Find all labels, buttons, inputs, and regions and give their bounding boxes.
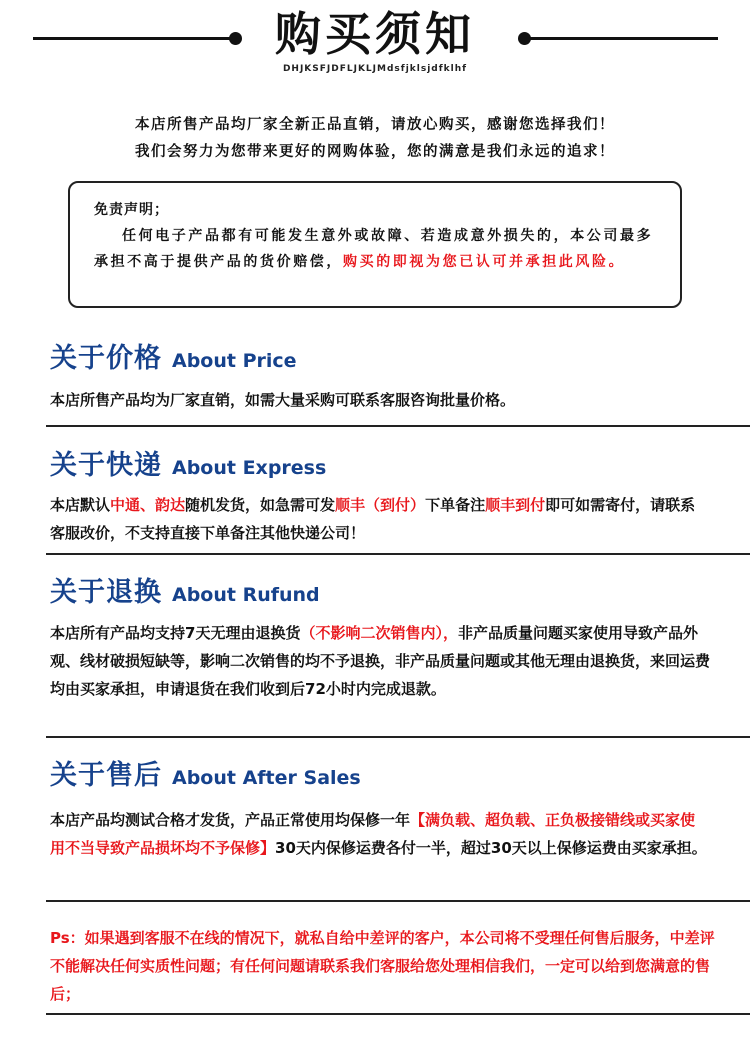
section-aftersales-title-en: About After Sales	[172, 767, 361, 789]
aftersales-highlight-1: 【满负载、超负载、正负极接错线或买家使用不当导致产品损坏均不予保修】	[50, 811, 696, 857]
aftersales-text-2: 30天内保修运费各付一半，超过30天以上保修运费由买家承担。	[275, 839, 707, 857]
section-aftersales-body	[50, 806, 710, 862]
section-express-title	[50, 448, 326, 487]
divider	[46, 1013, 750, 1015]
divider	[46, 425, 750, 427]
section-express-body	[50, 491, 710, 547]
divider	[46, 900, 750, 902]
intro-text	[60, 112, 690, 166]
refund-text-2: 非产品质量问题买家使用导致产品外观、线材破损短缺等，影响二次销售的均不予退换，非产品质量问题或其他无理由退换货，来回运费均由买家承担，申请退货在我们收到后72小时内完成退款。	[50, 624, 711, 698]
section-price-title-en: About Price	[172, 350, 297, 372]
express-highlight-2: 顺丰（到付）	[335, 496, 426, 514]
section-refund-body	[50, 619, 710, 703]
disclaimer-text: 任何电子产品都有可能发生意外或故障、若造成意外损失的，本公司最多承担不高于提供产品的货价赔偿，	[94, 228, 654, 270]
disclaimer-box	[68, 181, 682, 308]
page-title: 购买须知	[275, 7, 475, 61]
intro-line-1: 本店所售产品均厂家全新正品直销，请放心购买，感谢您选择我们！	[135, 117, 615, 133]
divider	[46, 553, 750, 555]
section-refund-title-cn: 关于退换	[50, 577, 162, 608]
refund-highlight-1: （不影响二次销售内），	[300, 624, 458, 642]
section-refund-title-en: About Rufund	[172, 584, 320, 606]
refund-text-1: 本店所有产品均支持7天无理由退换货	[50, 624, 301, 642]
aftersales-text-1: 本店产品均测试合格才发货，产品正常使用均保修一年	[50, 811, 411, 829]
section-price-title-cn: 关于价格	[50, 343, 162, 374]
intro-line-2: 我们会努力为您带来更好的网购体验，您的满意是我们永远的追求！	[135, 144, 615, 160]
express-highlight-1: 中通、韵达	[110, 496, 186, 514]
express-highlight-3: 顺丰到付	[485, 496, 546, 514]
page-subtitle: DHJKSFJDFLJKLJMdsfjklsjdfklhf	[282, 64, 468, 74]
page-header	[0, 0, 750, 90]
divider	[46, 736, 750, 738]
section-express-title-en: About Express	[172, 457, 327, 479]
express-text-1: 本店默认	[50, 496, 111, 514]
section-price-body: 本店所售产品均为厂家直销，如需大量采购可联系客服咨询批量价格。	[50, 391, 516, 409]
header-left-dot	[229, 32, 242, 45]
ps-note: Ps：如果遇到客服不在线的情况下，就私自给中差评的客户，本公司将不受理任何售后服务，中差评不能解决任何实质性问题；有任何问题请联系我们客服给您处理相信我们，一定可以给到您满意的售后；	[50, 929, 715, 1003]
disclaimer-title: 免责声明；	[94, 202, 169, 218]
express-text-4: 即可如需寄付，请联系客服改价，不支持直接下单备注其他快递公司！	[50, 496, 696, 542]
express-text-3: 下单备注	[425, 496, 486, 514]
header-right-line	[522, 37, 718, 40]
disclaimer-highlight: 购买的即视为您已认可并承担此风险。	[343, 254, 626, 270]
section-price-title	[50, 341, 297, 380]
disclaimer-body	[94, 223, 666, 275]
section-aftersales-title-cn: 关于售后	[50, 760, 162, 791]
section-express-title-cn: 关于快递	[50, 450, 162, 481]
section-aftersales-title	[50, 758, 361, 797]
express-text-2: 随机发货，如急需可发	[185, 496, 336, 514]
section-refund-title	[50, 575, 320, 614]
header-left-line	[33, 37, 235, 40]
